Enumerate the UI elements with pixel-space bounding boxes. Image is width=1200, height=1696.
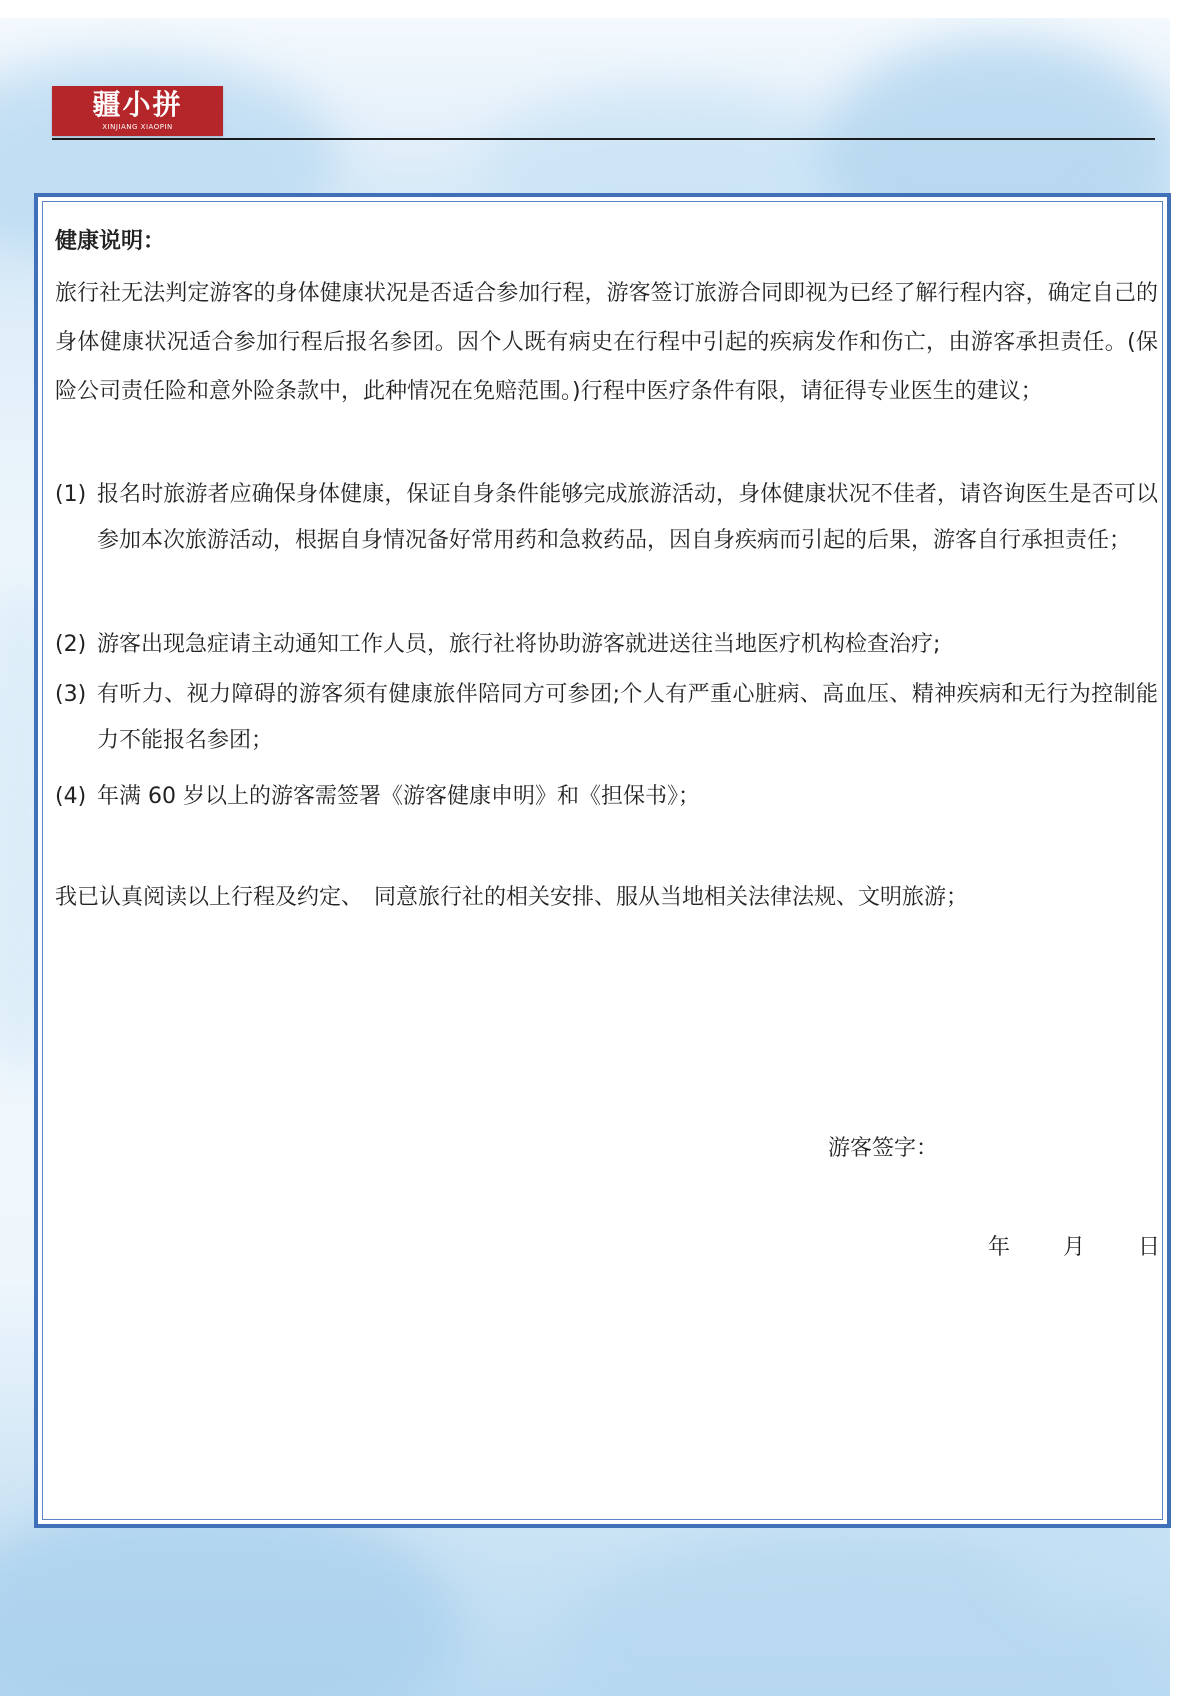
list-item [55, 622, 1158, 668]
date-month-label: 月 [1063, 1235, 1086, 1260]
logo-title: 疆小拼 [92, 88, 183, 121]
list-item-number: (2) [55, 632, 87, 657]
intro-paragraph: 旅行社无法判定游客的身体健康状况是否适合参加行程，游客签订旅游合同即视为已经了解行程内容，确定自己的身体健康状况适合参加行程后报名参团。因个人既有病史在行程中引起的疾病发作和伤亡，由游客承担责任。(保险公司责任险和意外险条款中，此种情况在免赔范围。)行程中医疗条件有限，请征得专业医生的建议； [55, 281, 1158, 404]
list-item-text: 年满 60 岁以上的游客需签署《游客健康申明》和《担保书》； [97, 784, 700, 809]
signature-label: 游客签字： [828, 1136, 939, 1161]
list-item [55, 472, 1158, 564]
signature-date [988, 1225, 1160, 1271]
section-heading: 健康说明： [55, 229, 166, 254]
list-item-number: (4) [55, 784, 87, 809]
date-day-label: 日 [1138, 1235, 1161, 1260]
header-divider [52, 138, 1155, 140]
list-item [55, 672, 1158, 764]
brand-logo [52, 86, 223, 136]
date-year-label: 年 [988, 1235, 1011, 1260]
list-item-number: (3) [55, 682, 87, 707]
list-item [55, 774, 1158, 820]
list-item-text: 报名时旅游者应确保身体健康，保证自身条件能够完成旅游活动，身体健康状况不佳者，请咨询医生是否可以参加本次旅游活动，根据自身情况备好常用药和急救药品，因自身疾病而引起的后果，游客自行承担责任； [97, 482, 1158, 553]
list-item-number: (1) [55, 482, 87, 507]
agreement-statement: 我已认真阅读以上行程及约定、 同意旅行社的相关安排、服从当地相关法律法规、文明旅游； [55, 885, 969, 910]
list-item-text: 有听力、视力障碍的游客须有健康旅伴陪同方可参团;个人有严重心脏病、高血压、精神疾病和无行为控制能力不能报名参团； [97, 682, 1158, 753]
logo-subtitle: XINJIANG XIAOPIN [102, 123, 173, 131]
list-item-text: 游客出现急症请主动通知工作人员，旅行社将协助游客就进送往当地医疗机构检查治疗; [97, 632, 941, 657]
